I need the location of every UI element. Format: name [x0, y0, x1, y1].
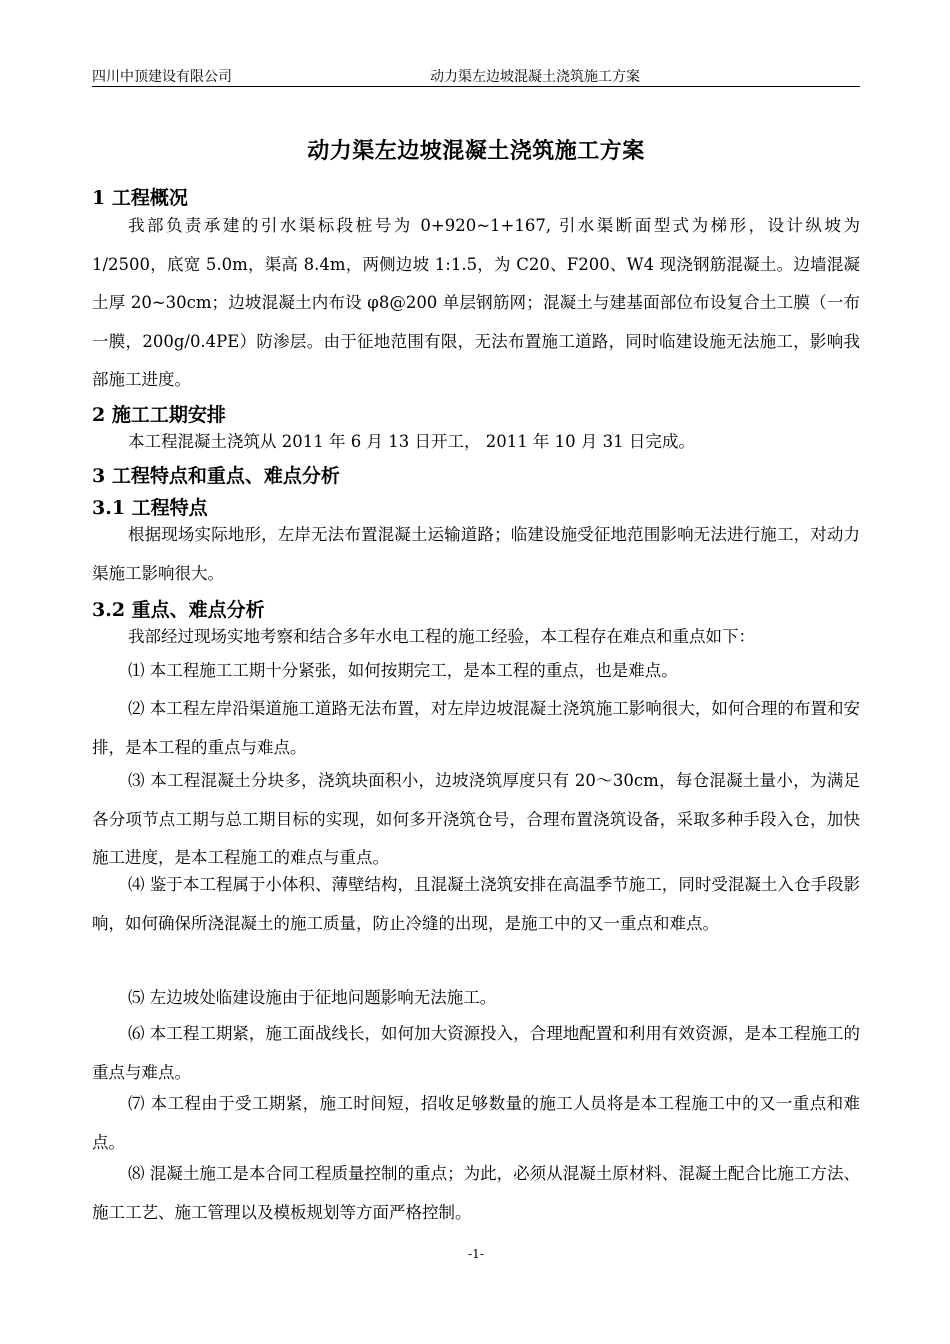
list-item: ⑴ 本工程施工工期十分紧张，如何按期完工，是本工程的重点，也是难点。	[128, 661, 678, 680]
page-header	[92, 64, 860, 87]
section-1-text: 我部负责承建的引水渠标段桩号为 0+920~1+167, 引水渠断面型式为梯形，设计纵坡为 1/2500，底宽 5.0m，渠高 8.4m，两侧边坡 1:1.5，为 C20、F200、W4 现浇钢筋混凝土。边墙混凝土厚 20~30cm；边坡混凝土内布设 φ8@200 单层钢筋网；混凝土与建基面部位布设复合土工膜（一布一膜，200g/0.4PE）防渗层。由于征地范围有限，无法布置施工道路，同时临建设施无法施工，影响我部施工进度。	[92, 216, 860, 389]
list-item: ⑹ 本工程工期紧，施工面战线长，如何加大资源投入，合理地配置和利用有效资源，是本工程施工的重点与难点。	[92, 1024, 860, 1082]
list-item: ⑵ 本工程左岸沿渠道施工道路无法布置，对左岸边坡混凝土浇筑施工影响很大，如何合理的布置和安排，是本工程的重点与难点。	[92, 699, 860, 757]
section-3-heading: 3 工程特点和重点、难点分析	[92, 465, 340, 487]
section-3-1-heading: 3.1 工程特点	[92, 497, 208, 519]
section-2-text: 本工程混凝土浇筑从 2011 年 6 月 13 日开工， 2011 年 10 月 31 日完成。	[128, 432, 695, 451]
list-item: ⑻ 混凝土施工是本合同工程质量控制的重点；为此，必须从混凝土原材料、混凝土配合比施工方法、施工工艺、施工管理以及模板规划等方面严格控制。	[92, 1164, 860, 1222]
section-2-heading: 2 施工工期安排	[92, 404, 226, 426]
list-item: ⑷ 鉴于本工程属于小体积、薄壁结构，且混凝土浇筑安排在高温季节施工，同时受混凝土入仓手段影响，如何确保所浇混凝土的施工质量，防止冷缝的出现，是施工中的又一重点和难点。	[92, 875, 860, 933]
header-company: 四川中顶建设有限公司	[92, 69, 232, 85]
list-item: ⑶ 本工程混凝土分块多，浇筑块面积小，边坡浇筑厚度只有 20～30cm，每仓混凝土量小，为满足各分项节点工期与总工期目标的实现，如何多开浇筑仓号，合理布置浇筑设备，采取多种手段入仓，加快施工进度，是本工程施工的难点与重点。	[92, 771, 860, 867]
section-3-2-heading: 3.2 重点、难点分析	[92, 599, 265, 621]
list-item: ⑺ 本工程由于受工期紧，施工时间短，招收足够数量的施工人员将是本工程施工中的又一重点和难点。	[92, 1094, 860, 1152]
section-3-2-intro: 我部经过现场实地考察和结合多年水电工程的施工经验，本工程存在难点和重点如下：	[128, 627, 755, 646]
page-number: -1-	[468, 1247, 484, 1261]
header-doc-title: 动力渠左边坡混凝土浇筑施工方案	[430, 69, 640, 85]
section-3-1-text: 根据现场实际地形，左岸无法布置混凝土运输道路；临建设施受征地范围影响无法进行施工，对动力渠施工影响很大。	[92, 525, 860, 583]
document-title: 动力渠左边坡混凝土浇筑施工方案	[307, 138, 645, 164]
section-1-heading: 1 工程概况	[92, 187, 188, 209]
list-item: ⑸ 左边坡处临建设施由于征地问题影响无法施工。	[128, 988, 497, 1007]
